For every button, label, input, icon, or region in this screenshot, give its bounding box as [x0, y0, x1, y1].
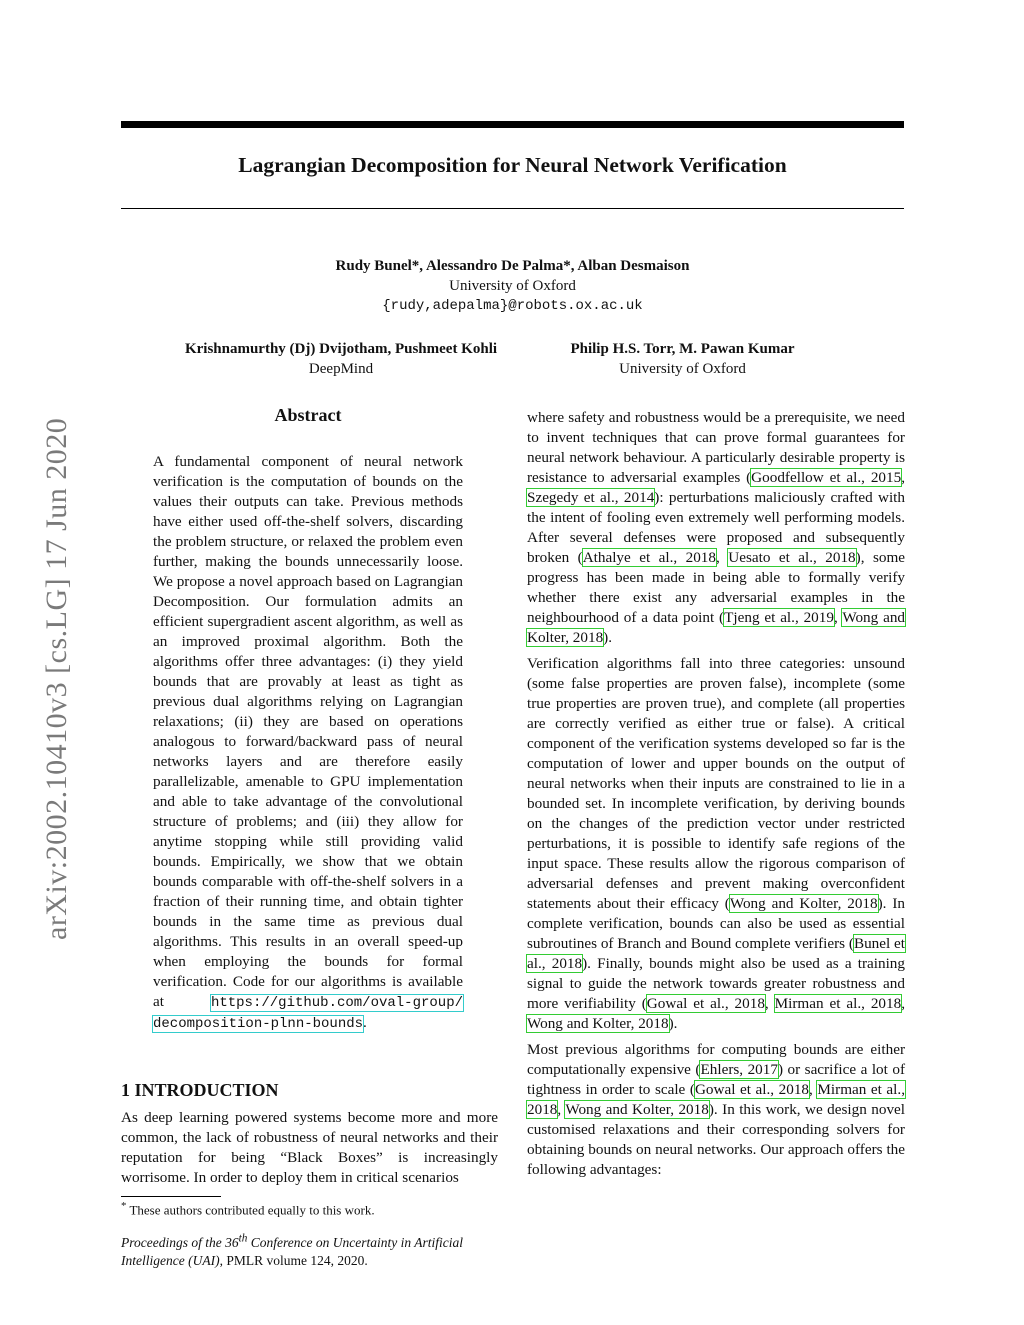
affiliation-right: University of Oxford — [619, 361, 746, 377]
citation-link[interactable]: Athalye et al., 2018 — [582, 549, 716, 566]
affiliation-left: DeepMind — [308, 361, 374, 377]
title-top-rule — [121, 121, 904, 128]
citation-link[interactable]: Gowal et al., 2018 — [694, 1081, 810, 1098]
paragraph-2: Verification algorithms fall into three categories: unsound (some false properties are proven false), incomplete (some true properties are proven true), and complete (all properties are correctly verified as either true or false). A critical component of the verification systems developed so far is the computation of lower and upper bounds on the output of neural networks when their inputs are constrained to lie in a bounded set. In incomplete verification, by deriving bounds on the changes of the prediction vector under restricted perturbations, it is possible to identify safe regions of the input space. These results allow the rigorous comparison of adversarial defenses and prevent making overconfident statements about their efficacy (Wong and Kolter, 2018). In complete verification, bounds can also be used as essential subroutines of Branch and Bound complete verifiers (Bunel et al., 2018). Finally, bounds might also be used as a training signal to guide the network towards greater robustness and more verifiability (Gowal et al., 2018, Mirman et al., 2018, Wong and Kolter, 2018). — [527, 655, 905, 1032]
citation-link[interactable]: Gowal et al., 2018 — [646, 995, 765, 1012]
footnote-rule — [121, 1196, 221, 1197]
citation-link[interactable]: Szegedy et al., 2014 — [527, 489, 655, 506]
authors-left: Krishnamurthy (Dj) Dvijotham, Pushmeet Kohli — [184, 341, 498, 357]
citation-link[interactable]: Wong and Kolter, 2018 — [527, 1015, 669, 1032]
citation-link[interactable]: Wong and Kolter, 2018 — [527, 609, 906, 646]
citation-link[interactable]: Wong and Kolter, 2018 — [729, 895, 878, 912]
authors-right: Philip H.S. Torr, M. Pawan Kumar — [570, 341, 795, 357]
citation-link[interactable]: Wong and Kolter, 2018 — [565, 1101, 709, 1118]
intro-left-column — [121, 1108, 498, 1188]
paragraph-1: where safety and robustness would be a prerequisite, we need to invent techniques that can prove formal guarantees for neural network behaviour. A particularly desirable property is resistance to adversarial examples (Goodfellow et al., 2015, Szegedy et al., 2014): perturbations maliciously crafted with the intent of fooling even extremely well performing models. After several defenses were proposed and subsequently broken (Athalye et al., 2018, Uesato et al., 2018), some progress has been made in being able to formally verify whether there exist any adversarial examples in the neighbourhood of a data point (Tjeng et al., 2019, Wong and Kolter, 2018). — [527, 409, 906, 646]
abstract-body: A fundamental component of neural network verification is the computation of bounds on the values their outputs can take. Previous methods have either used off-the-shelf solvers, discarding the problem structure, or relaxed the problem even further, making the bounds unnecessarily loose. We propose a novel approach based on Lagrangian Decomposition. Our formulation admits an efficient supergradient ascent algorithm, as well as an improved proximal algorithm. Both the algorithms offer three advantages: (i) they yield bounds that are provably at least as tight as previous dual algorithms relying on Lagrangian relaxations; (ii) they are based on operations analogous to forward/backward pass of neural networks layers and are therefore easily parallelizable, amenable to GPU implementation and able to take advantage of the convolutional structure of problems; and (iii) they allow for anytime stopping while still providing valid bounds. Empirically, we show that we obtain bounds comparable with off-the-shelf solvers in a fraction of their running time, and obtain tighter bounds in the same time as previous dual algorithms. This results in an overall speed-up when employing the bounds for formal verification. Code for our algorithms is available at https://github.com/oval-group/ decomposition-plnn-bounds. — [153, 453, 463, 1032]
intro-paragraph: As deep learning powered systems become more and more common, the lack of robustness of neural networks and their reputation for being “Black Boxes” is increasingly worrisome. In order to deploy them in critical scenarios — [121, 1109, 498, 1186]
paper-title: Lagrangian Decomposition for Neural Network Verification — [238, 153, 787, 177]
section-heading-introduction: 1 INTRODUCTION — [121, 1080, 279, 1100]
affiliation-line-1: University of Oxford — [449, 278, 576, 294]
citation-link[interactable]: Goodfellow et al., 2015 — [751, 469, 902, 486]
citation-link[interactable]: Bunel et al., 2018 — [527, 935, 905, 972]
footnote: * These authors contributed equally to this work. — [121, 1200, 375, 1218]
proceedings-note: Proceedings of the 36th Conference on Uncertainty in Artificial Intelligence (UAI), PMLR volume 124, 2020. — [121, 1232, 463, 1268]
citation-link[interactable]: Mirman et al., 2018 — [527, 1081, 905, 1118]
paragraph-3: Most previous algorithms for computing bounds are either computationally expensive (Ehlers, 2017) or sacrifice a lot of tightness in order to scale (Gowal et al., 2018, Mirman et al., 2018, Wong and Kolter, 2018). In this work, we design novel customised relaxations and their corresponding solvers for obtaining bounds on neural networks. Our approach offers the following advantages: — [527, 1041, 906, 1178]
email-line: {rudy,adepalma}@robots.ox.ac.uk — [382, 298, 643, 314]
citation-link[interactable]: Tjeng et al., 2019 — [724, 609, 834, 626]
arxiv-identifier: arXiv:2002.10410v3 [cs.LG] 17 Jun 2020 — [40, 417, 73, 940]
abstract-heading: Abstract — [274, 405, 342, 425]
authors-line-1: Rudy Bunel*, Alessandro De Palma*, Alban Desmaison — [335, 258, 690, 274]
abstract-text: A fundamental component of neural network verification is the computation of bounds on the values their outputs can take. Previous methods have either used off-the-shelf solvers, discarding the problem structure, or relaxed the problem even further, making the bounds unnecessarily loose. We propose a novel approach based on Lagrangian Decomposition. Our formulation admits an efficient supergradient ascent algorithm, as well as an improved proximal algorithm. Both the algorithms offer three advantages: (i) they yield bounds that are provably at least as tight as previous dual algorithms relying on Lagrangian relaxations; (ii) they are based on operations analogous to forward/backward pass of neural networks layers and are therefore easily parallelizable, amenable to GPU implementation and able to take advantage of the convolutional structure of problems; and (iii) they allow for anytime stopping while still providing valid bounds. Empirically, we show that we obtain bounds comparable with off-the-shelf solvers in a fraction of their running time, and obtain tighter bounds in the same time as previous dual algorithms. This results in an overall speed-up when employing the bounds for formal verification. Code for our algorithms is available at — [153, 453, 463, 1010]
code-url-link[interactable]: https://github.com/oval-group/ decomposition-plnn-bounds — [153, 995, 463, 1032]
citation-link[interactable]: Ehlers, 2017 — [700, 1061, 778, 1078]
citation-link[interactable]: Mirman et al., 2018 — [774, 995, 902, 1012]
title-bottom-rule — [121, 208, 904, 209]
right-column — [527, 408, 905, 1180]
citation-link[interactable]: Uesato et al., 2018 — [728, 549, 856, 566]
